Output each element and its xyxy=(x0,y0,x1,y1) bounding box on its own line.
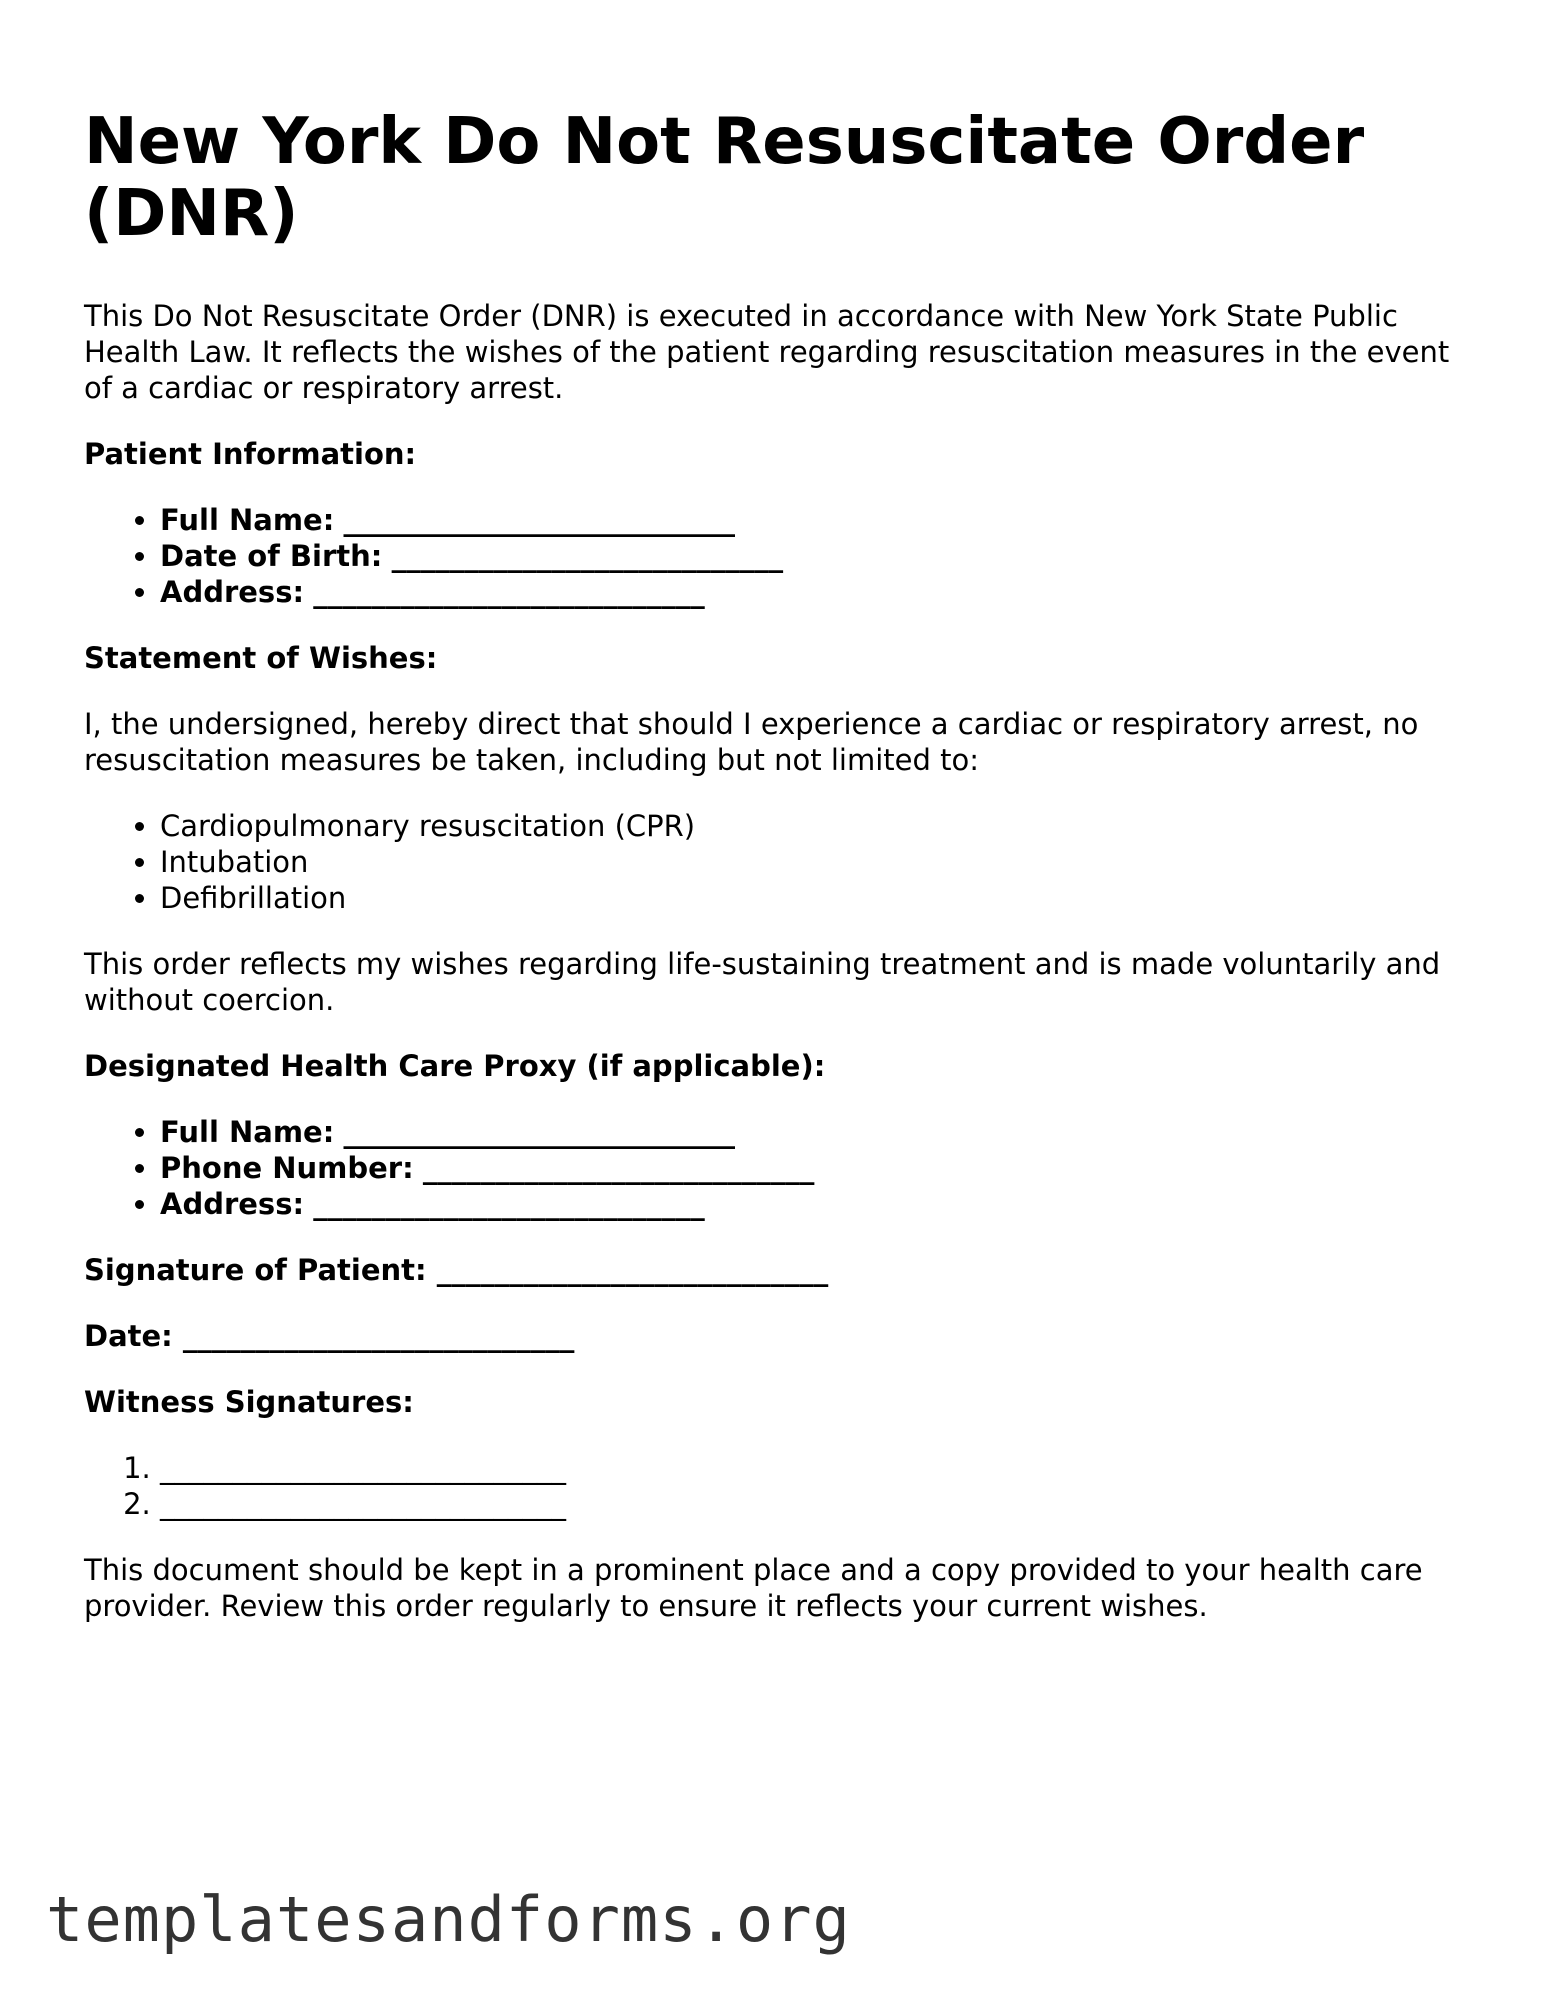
witness-signature-line xyxy=(160,1486,1464,1522)
fill-in-blank[interactable]: ____________________________ xyxy=(160,1487,566,1521)
patient-info-heading: Patient Information: xyxy=(84,437,417,471)
proxy-phone-field xyxy=(160,1150,1464,1186)
witness-heading: Witness Signatures: xyxy=(84,1385,414,1419)
patient-dob-field xyxy=(160,538,1464,574)
proxy-heading: Designated Health Care Proxy (if applicable): xyxy=(84,1049,826,1083)
witness-list xyxy=(84,1450,1464,1522)
patient-address-field xyxy=(160,574,1464,610)
fill-in-blank[interactable]: ___________________________ xyxy=(422,1151,815,1185)
fill-in-blank[interactable]: ___________________________ xyxy=(313,575,705,609)
measures-list xyxy=(84,808,1464,916)
document-page xyxy=(84,106,1464,1654)
field-label: Date: xyxy=(84,1319,173,1353)
proxy-list xyxy=(84,1114,1464,1222)
patient-signature-line xyxy=(84,1252,1464,1288)
fill-in-blank[interactable]: ___________________________ xyxy=(436,1253,829,1287)
fill-in-blank[interactable]: ___________________________ xyxy=(343,1115,736,1149)
field-label: Full Name: xyxy=(160,1115,335,1149)
fill-in-blank[interactable]: ____________________________ xyxy=(160,1451,566,1485)
fill-in-blank[interactable]: ___________________________ xyxy=(182,1319,575,1353)
field-label: Address: xyxy=(160,1187,305,1221)
field-label: Full Name: xyxy=(160,503,335,537)
list-item: • Defibrillation xyxy=(160,880,1464,916)
wishes-statement: I, the undersigned, hereby direct that should I experience a cardiac or respiratory arrest, no resuscitation measures be taken, including but not limited to: xyxy=(84,707,1419,777)
patient-full-name-field xyxy=(160,502,1464,538)
field-label: Signature of Patient: xyxy=(84,1253,427,1287)
footer-note: This document should be kept in a prominent place and a copy provided to your health care provider. Review this order regularly to ensure it reflects your current wishes. xyxy=(84,1553,1423,1623)
fill-in-blank[interactable]: ___________________________ xyxy=(313,1187,705,1221)
date-line xyxy=(84,1318,1464,1354)
field-label: Address: xyxy=(160,575,305,609)
wishes-heading: Statement of Wishes: xyxy=(84,641,438,675)
page-title: New York Do Not Resuscitate Order (DNR) xyxy=(84,105,1365,251)
patient-info-list xyxy=(84,502,1464,610)
fill-in-blank[interactable]: ___________________________ xyxy=(391,539,784,573)
list-item: • Cardiopulmonary resuscitation (CPR) xyxy=(160,808,1464,844)
field-label: Phone Number: xyxy=(160,1151,414,1185)
intro-paragraph: This Do Not Resuscitate Order (DNR) is executed in accordance with New York State Public Health Law. It reflects the wishes of the patient regarding resuscitation measures in the event of a cardiac or respiratory arrest. xyxy=(84,299,1450,405)
proxy-address-field xyxy=(160,1186,1464,1222)
fill-in-blank[interactable]: ___________________________ xyxy=(343,503,736,537)
field-label: Date of Birth: xyxy=(160,539,383,573)
wishes-closing: This order reflects my wishes regarding life-sustaining treatment and is made voluntarily and without coercion. xyxy=(84,947,1441,1017)
witness-signature-line xyxy=(160,1450,1464,1486)
site-watermark: templatesandforms.org xyxy=(46,1883,851,1956)
list-item: • Intubation xyxy=(160,844,1464,880)
proxy-full-name-field xyxy=(160,1114,1464,1150)
